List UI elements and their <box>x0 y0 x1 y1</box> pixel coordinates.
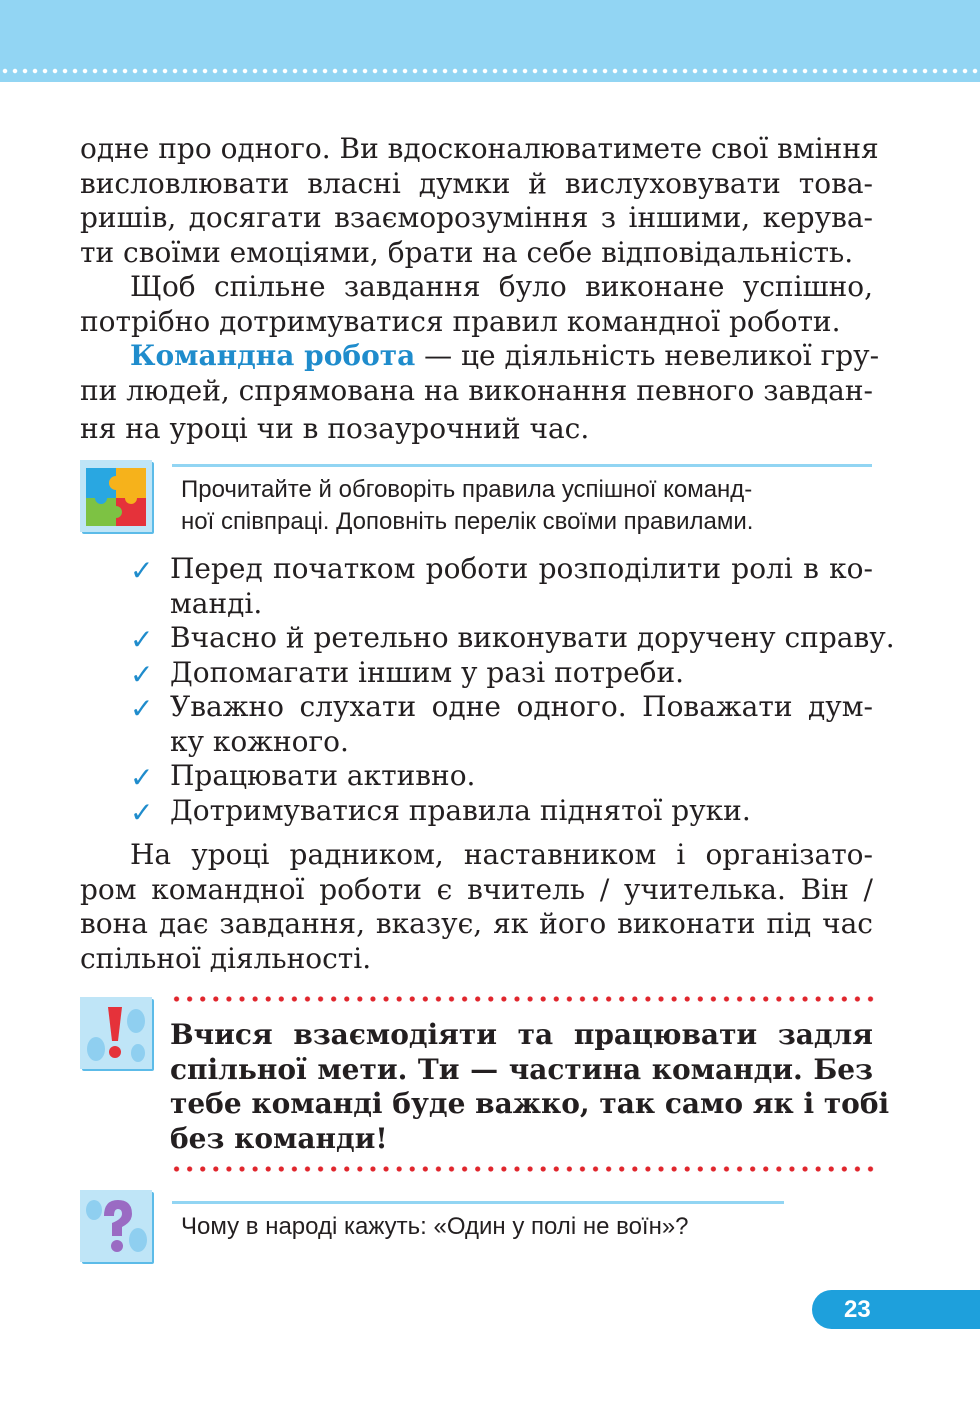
text-line: Працювати активно. <box>170 759 476 792</box>
list-item <box>130 690 873 759</box>
rule-paragraph <box>80 270 873 339</box>
list-item <box>130 621 895 656</box>
header-dotted-line <box>0 68 980 74</box>
definition-term: Командна робота <box>130 339 416 372</box>
note-bottom-dotted-line <box>170 1166 876 1172</box>
checkmark-icon: ✓ <box>130 657 154 691</box>
text-line: висловлювати власні думки й вислуховувати това- <box>80 166 873 200</box>
text-line: Прочитайте й обговоріть правила успішної команд- <box>181 476 753 503</box>
checkmark-icon: ✓ <box>130 761 154 794</box>
text-line: ня на уроці чи в позаурочний час. <box>80 412 590 445</box>
intro-paragraph <box>80 132 879 270</box>
rules-list <box>130 552 895 829</box>
text-line: вона дає завдання, вказує, як його виконати під час <box>80 907 873 940</box>
text-line: пи людей, спрямована на виконання певного завдан- <box>80 373 873 407</box>
text-line: ти своїми емоціями, брати на себе відповідальність. <box>80 235 854 269</box>
puzzle-icon <box>80 460 152 532</box>
text-line: Перед початком роботи розподілити ролі в ко- <box>170 552 873 585</box>
note-top-dotted-line <box>170 996 876 1002</box>
text-line: Допомагати іншим у разі потреби. <box>170 655 685 689</box>
question-icon <box>80 1190 152 1262</box>
list-item <box>130 759 873 794</box>
list-item <box>130 552 873 621</box>
page-number-tab <box>812 1290 980 1329</box>
text-line <box>80 339 880 374</box>
question-text: Чому в народі кажуть: «Один у полі не воїн»? <box>181 1213 689 1240</box>
page-number: 23 <box>844 1296 871 1323</box>
task-top-rule <box>172 464 872 467</box>
checkmark-icon: ✓ <box>130 692 154 725</box>
teacher-paragraph <box>80 838 873 976</box>
text-line: Вчися взаємодіяти та працювати задля <box>170 1018 873 1051</box>
list-item <box>130 656 873 691</box>
text-line: потрібно дотримуватися правил командної роботи. <box>80 304 841 338</box>
definition-paragraph <box>80 339 880 447</box>
text-line: манді. <box>170 586 263 620</box>
list-item <box>130 794 873 829</box>
text-line: ної співпраці. Доповніть перелік своїми правилами. <box>181 508 754 535</box>
text-line: без команди! <box>170 1121 388 1155</box>
text-line: одне про одного. Ви вдосконалюватимете свої вміння <box>80 132 879 165</box>
text-line: спільної діяльності. <box>80 941 372 975</box>
checkmark-icon: ✓ <box>130 795 154 829</box>
checkmark-icon: ✓ <box>130 623 154 656</box>
text-line: Дотримуватися правила піднятої руки. <box>170 793 751 827</box>
text-line: тебе команді буде важко, так само як і тобі <box>170 1087 890 1120</box>
text-line: Вчасно й ретельно виконувати доручену справу. <box>170 621 895 654</box>
text-line: спільної мети. Ти — частина команди. Без <box>170 1052 873 1086</box>
text-line: ром командної роботи є вчитель / учителька. Він / <box>80 872 873 906</box>
exclamation-icon <box>80 997 152 1069</box>
text-line: ришів, досягати взаєморозуміння з іншими, керува- <box>80 201 873 234</box>
text-line: Уважно слухати одне одного. Поважати дум- <box>170 690 873 723</box>
text-line: ку кожного. <box>170 724 349 758</box>
text-line: На уроці радником, наставником і організато- <box>130 838 873 871</box>
text-line: Щоб спільне завдання було виконане успішно, <box>130 270 873 303</box>
checkmark-icon: ✓ <box>130 554 154 587</box>
important-note-text <box>170 1018 890 1156</box>
definition-text: — це діяльність невеликої гру- <box>415 339 880 372</box>
task-text <box>181 474 871 538</box>
question-top-rule <box>172 1201 784 1204</box>
